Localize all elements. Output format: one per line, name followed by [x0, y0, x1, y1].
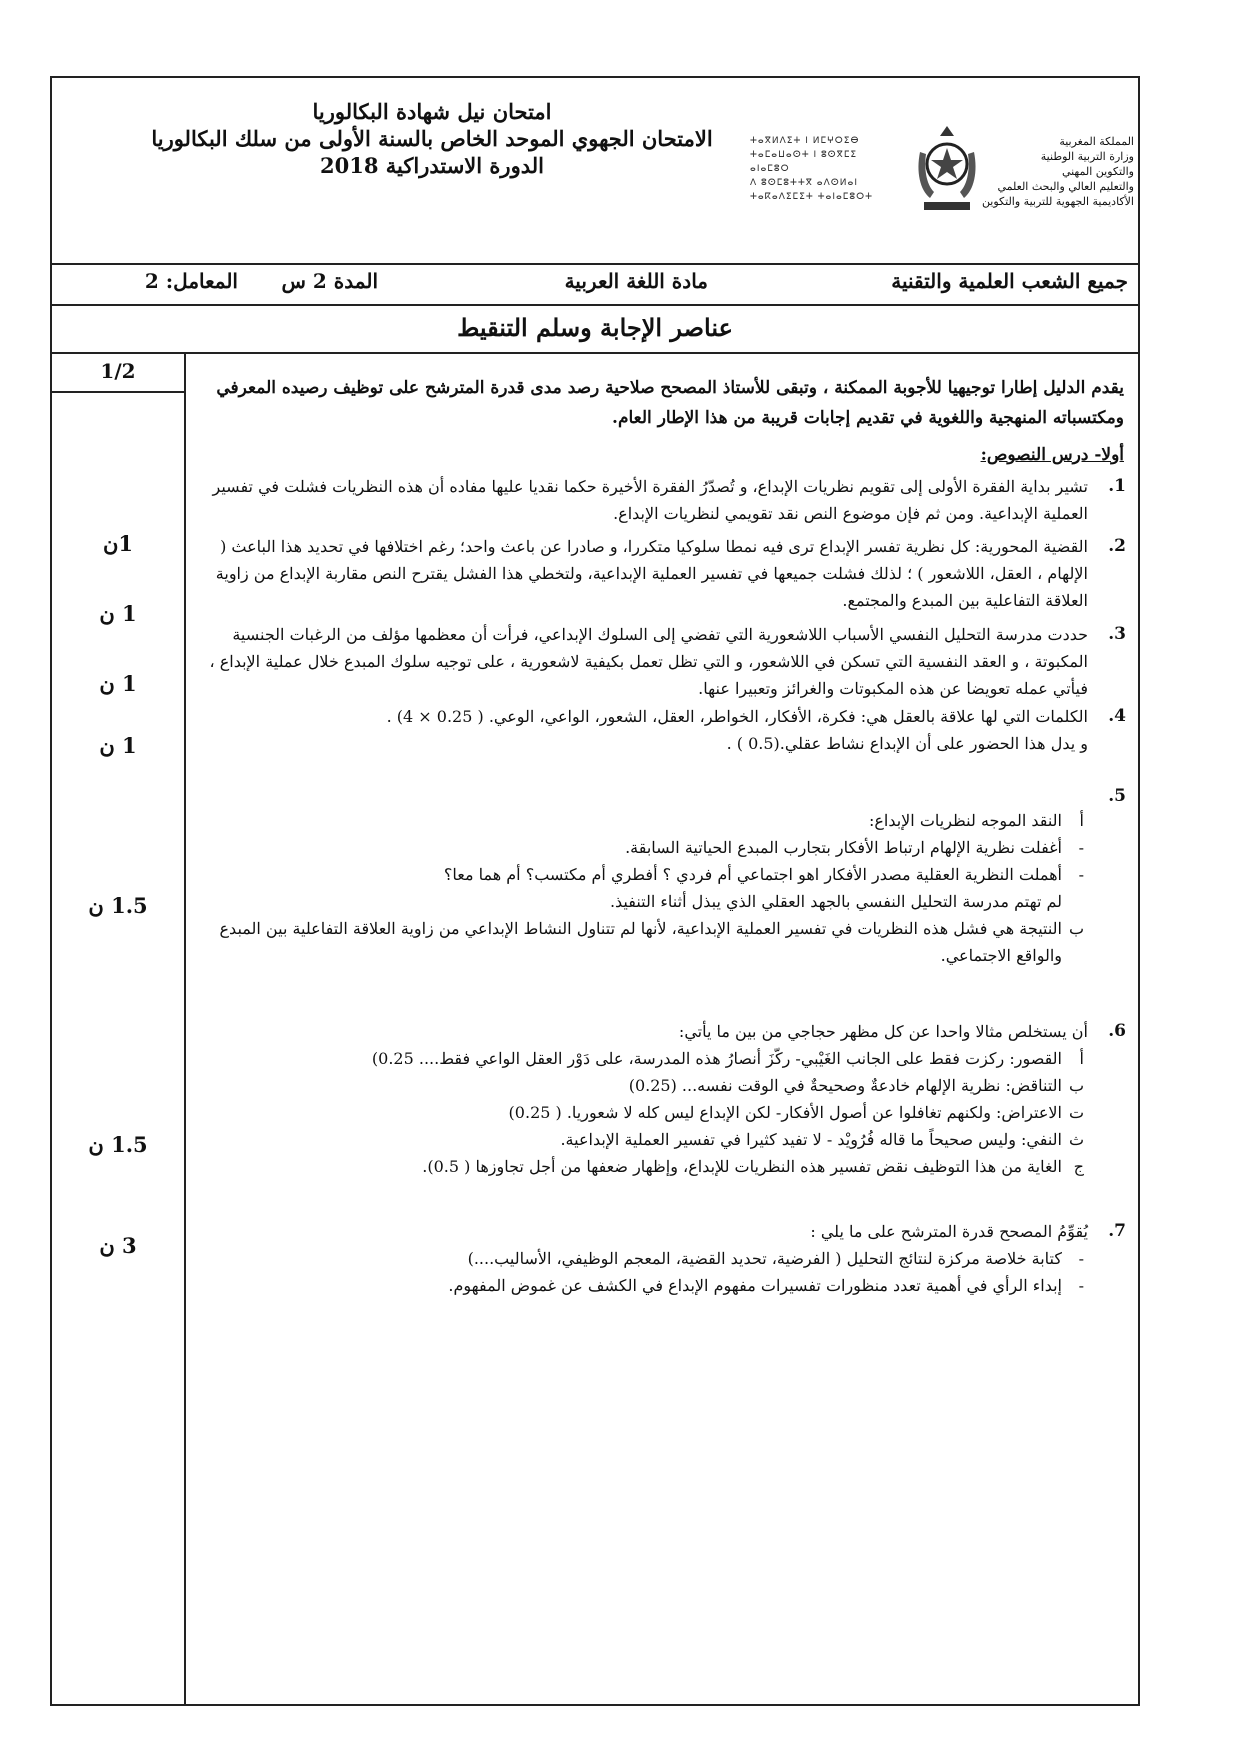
sub-text: التناقض: نظرية الإلهام خادعةٌ وصحيحةٌ في الوقت نفسه... (0.25): [628, 1076, 1062, 1095]
ministry-line: وزارة التربية الوطنية: [1040, 150, 1134, 163]
coefficient-label: المعامل: 2: [144, 269, 238, 293]
item-number: 6.: [1108, 1021, 1126, 1041]
answer-item-6: [192, 1018, 1132, 1180]
answer-item-4: [192, 703, 1132, 757]
sub-marker: ث: [1068, 1130, 1084, 1149]
sub-marker: أ: [1079, 1049, 1084, 1068]
sub-marker: ب: [1068, 1076, 1084, 1095]
divider: [52, 352, 1138, 354]
tifinagh-block: [750, 134, 900, 204]
sub-text: الاعتراض: ولكنهم تغافلوا عن أصول الأفكار- لكن الإبداع ليس كله لا شعوريا. ( 0.25): [508, 1103, 1062, 1122]
duration-label: المدة 2 س: [281, 269, 378, 293]
item-number: 7.: [1108, 1221, 1126, 1241]
score-q7: 3 ن: [99, 1233, 137, 1258]
score-q2: 1 ن: [99, 601, 137, 626]
bullet-text: كتابة خلاصة مركزة لنتائج التحليل ( الفرضية، تحديد القضية، المعجم الوظيفي، الأساليب....): [467, 1249, 1062, 1268]
sub-text: الغاية من هذا التوظيف نقض تفسير هذه النظريات للإبداع، وإظهار ضعفها من أجل تجاوزها ( 0.5).: [422, 1157, 1062, 1176]
item-line: الكلمات التي لها علاقة بالعقل هي: فكرة، الأفكار، الخواطر، العقل، الشعور، الواعي، الوعي. ( 0.25 × 4) .: [386, 707, 1088, 726]
page-title: عناصر الإجابة وسلم التنقيط: [457, 313, 733, 342]
item-number: 5.: [1108, 786, 1126, 806]
ministry-line: الأكاديمية الجهوية للتربية والتكوين: [981, 195, 1134, 208]
item-text: حددت مدرسة التحليل النفسي الأسباب اللاشعورية التي تفضي إلى السلوك الإبداعي، فرأت أن معظمها مؤلف من الرغبات الجنسية المكبوتة ، و العقد النفسية التي تسكن في اللاشعور، و التي تظل تعمل بكيفية لاشعورية ، على توجيه سلوك المبدع خلال عملية الإبداع ، فيأتي عمله تعويضا عن هذه المكبوتات والغرائز وتعبيرا عنها.: [209, 625, 1088, 698]
score-column: [52, 353, 186, 1706]
answer-item-2: [192, 533, 1132, 614]
tifinagh-line: ⵜⴰⵎⴰⵡⴰⵙⵜ ⵏ ⵓⵙⴳⵎⵉ: [750, 150, 858, 160]
sub-text: النفي: وليس صحيحاً ما قاله فُرُويْد - لا تفيد كثيرا في تفسير العملية الإبداعية.: [560, 1130, 1062, 1149]
sub-marker: ت: [1068, 1103, 1084, 1122]
subject-label: مادة اللغة العربية: [564, 269, 708, 293]
item-line: و يدل هذا الحضور على أن الإبداع نشاط عقلي.(0.5 ) .: [726, 734, 1088, 753]
sub-marker: ج: [1073, 1157, 1084, 1176]
answer-item-7: [192, 1218, 1132, 1299]
item-number: 4.: [1108, 706, 1126, 726]
score-q6: 1.5 ن: [88, 1132, 148, 1157]
bullet: -: [1078, 1276, 1084, 1295]
streams-label: جميع الشعب العلمية والتقنية: [891, 269, 1128, 293]
item-text: تشير بداية الفقرة الأولى إلى تقويم نظريات الإبداع، و تُصدّرُ الفقرة الأخيرة حكما نقديا عليها مفاده أن هذه النظريات فشلت في تفسير العملية الإبداعية. ومن ثم فإن موضوع النص نقد تقويمي لنظريات الإبداع.: [212, 477, 1088, 523]
tifinagh-line: ⴷ ⵓⵙⵎⵓⵜⵜⴳ ⴰⴷⵙⵍⴰⵏ: [750, 178, 858, 188]
exam-title-line-3: الدورة الاستدراكية 2018: [320, 153, 544, 178]
exam-title-line-2: الامتحان الجهوي الموحد الخاص بالسنة الأولى من سلك البكالوريا: [151, 126, 713, 151]
ministry-line: المملكة المغربية: [1059, 135, 1134, 148]
subject-row: [52, 264, 1138, 304]
sub-marker: أ: [1079, 811, 1084, 830]
item-number: 2.: [1108, 536, 1126, 556]
section-heading: أولا- درس النصوص:: [980, 445, 1124, 465]
intro-paragraph: يقدم الدليل إطارا توجيهيا للأجوبة الممكنة ، وتبقى للأستاذ المصحح صلاحية رصد مدى قدرة المترشح على توظيف رصيده المعرفي ومكتسباته المنهجية واللغوية في تقديم إجابات قريبة من هذا الإطار العام.: [216, 378, 1124, 428]
sub-text: النتيجة هي فشل هذه النظريات في تفسير العملية الإبداعية، لأنها لم تتناول النشاط الإبداعي من زاوية العلاقة التفاعلية بين المبدع والواقع الاجتماعي.: [219, 919, 1062, 965]
ministry-line: والتكوين المهني: [1061, 165, 1134, 178]
item-number: 3.: [1108, 624, 1126, 644]
item-intro: أن يستخلص مثالا واحدا عن كل مظهر حجاجي من بين ما يأتي:: [678, 1022, 1088, 1041]
exam-title-line-1: امتحان نيل شهادة البكالوريا: [312, 99, 552, 124]
bullet-text: أهملت النظرية العقلية مصدر الأفكار اهو اجتماعي أم فردي ؟ أفطري أم مكتسب؟ أم هما معا؟: [443, 865, 1062, 884]
page-number: 1/2: [52, 353, 184, 393]
tifinagh-line: ⵜⴰⴳⵍⴷⵉⵜ ⵏ ⵍⵎⵖⵔⵉⴱ: [750, 136, 860, 146]
bullet-text: لم تهتم مدرسة التحليل النفسي بالجهد العقلي الذي يبذل أثناء التنفيذ.: [609, 892, 1062, 911]
item-text: القضية المحورية: كل نظرية تفسر الإبداع ترى فيه نمطا سلوكيا متكررا، و صادرا عن باعث واحد؛ رغم اختلافها في تحديد هذا الباعث ( الإلهام ، العقل، اللاشعور ) ؛ لذلك فشلت جميعها في تفسير العملية الإبداعية، ولتخطي هذا الفشل يقترح النص مقاربة الإبداع من زاوية العلاقة التفاعلية بين المبدع والمجتمع.: [215, 537, 1088, 610]
answer-item-3: [192, 621, 1132, 702]
score-q4: 1 ن: [99, 733, 137, 758]
sub-text: القصور: ركزت فقط على الجانب الغَيْبي- ركّزَ أنصارُ هذه المدرسة، على دَوْر العقل الواعي فقط.... 0.25): [371, 1049, 1062, 1068]
score-q5: 1.5 ن: [88, 893, 148, 918]
ministry-block: [966, 134, 1134, 209]
sub-heading: النقد الموجه لنظريات الإبداع:: [868, 811, 1062, 830]
tifinagh-line: ⴰⵏⴰⵎⵓⵔ: [750, 164, 790, 174]
item-intro: يُقوِّمُ المصحح قدرة المترشح على ما يلي :: [810, 1222, 1088, 1241]
answer-item-5: [192, 783, 1132, 969]
score-q3a: 1 ن: [99, 671, 137, 696]
exam-title: [132, 98, 732, 179]
score-q1: 1ن: [102, 531, 134, 556]
bullet-text: أغفلت نظرية الإلهام ارتباط الأفكار بتجارب المبدع الحياتية السابقة.: [625, 838, 1062, 857]
document-header: [52, 78, 1138, 268]
bullet-text: إبداء الرأي في أهمية تعدد منظورات تفسيرات مفهوم الإبداع في الكشف عن غموض المفهوم.: [448, 1276, 1062, 1295]
tifinagh-line: ⵜⴰⴽⴰⴷⵉⵎⵉⵜ ⵜⴰⵏⴰⵎⵓⵔⵜ: [750, 192, 873, 202]
bullet: -: [1078, 1249, 1084, 1268]
item-number: 1.: [1108, 476, 1126, 496]
kingdom-emblem-icon: [914, 122, 980, 218]
answer-item-1: [192, 473, 1132, 527]
page-frame: [50, 76, 1140, 1706]
bullet: -: [1078, 838, 1084, 857]
ministry-line: والتعليم العالي والبحث العلمي: [997, 180, 1134, 193]
bullet: -: [1078, 865, 1084, 884]
sub-marker: ب: [1068, 919, 1084, 938]
